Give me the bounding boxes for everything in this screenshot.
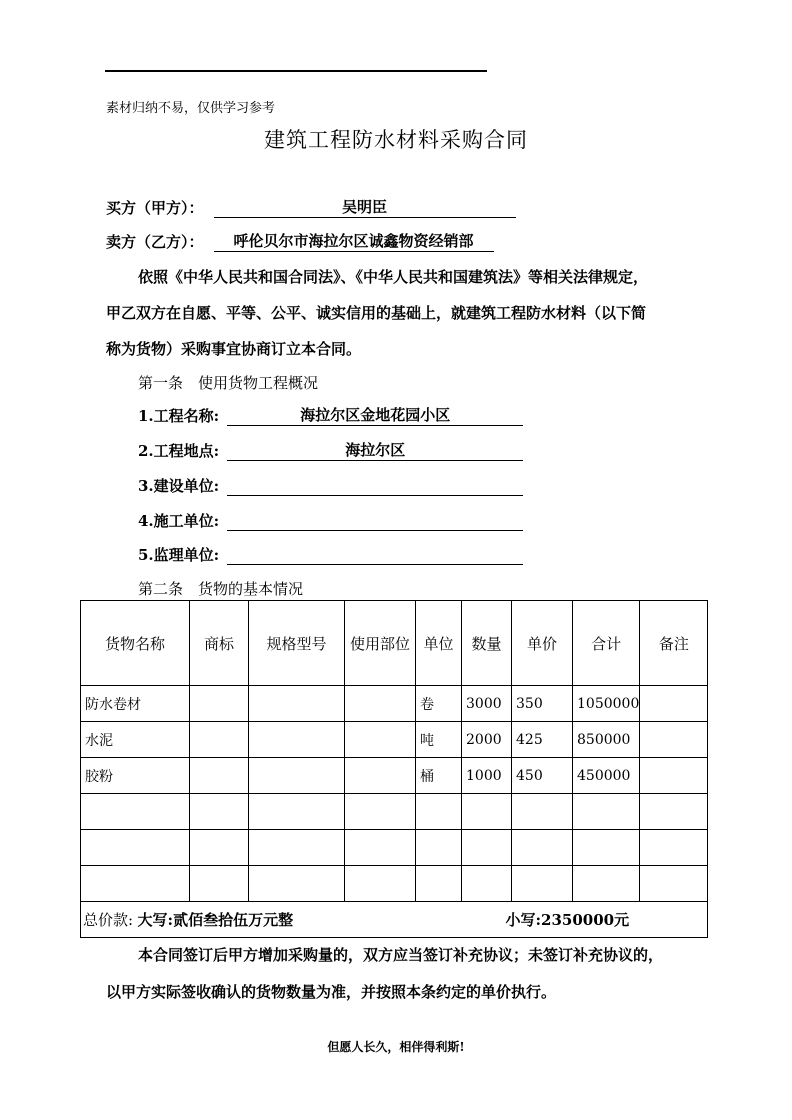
project-item-5: [138, 544, 523, 565]
seller-label: 卖方（乙方）：: [106, 233, 204, 251]
document-title: 建筑工程防水材料采购合同: [264, 128, 528, 152]
header-cell: 规格型号: [249, 601, 345, 686]
table-cell: 1050000: [573, 686, 640, 722]
header-cell: 备注: [640, 601, 708, 686]
article-1-title: 第一条 使用货物工程概况: [138, 374, 319, 392]
table-cell: [416, 794, 462, 830]
project-item-value: [227, 544, 523, 565]
header-cell: 数量: [462, 601, 512, 686]
table-cell: 卷: [416, 686, 462, 722]
table-cell: 450000: [573, 758, 640, 794]
buyer-line: [106, 197, 516, 218]
intro-line-2: 甲乙双方在自愿、平等、公平、诚实信用的基础上，就建筑工程防水材料（以下简: [106, 304, 647, 322]
header-cell: 单位: [416, 601, 462, 686]
project-item-2: [138, 440, 523, 461]
project-item-1: [138, 405, 523, 426]
table-cell: [640, 758, 708, 794]
header-cell: 商标: [190, 601, 249, 686]
table-row: [81, 866, 708, 902]
table-cell: [249, 794, 345, 830]
total-lower-label: 小写:: [505, 911, 542, 929]
table-cell: [462, 794, 512, 830]
buyer-value: 吴明臣: [214, 197, 516, 218]
table-cell: 1000: [462, 758, 512, 794]
clause-line-1: 本合同签订后甲方增加采购量的，双方应当签订补充协议；未签订补充协议的，: [138, 946, 664, 964]
table-cell: [573, 830, 640, 866]
table-cell: [345, 758, 416, 794]
table-cell: [512, 794, 573, 830]
header-cell: 单价: [512, 601, 573, 686]
total-cell: [81, 902, 708, 938]
table-row: [81, 758, 708, 794]
table-cell: 850000: [573, 722, 640, 758]
total-row: [81, 902, 708, 938]
table-cell: [345, 686, 416, 722]
source-note: 素材归纳不易，仅供学习参考: [106, 101, 276, 116]
table-cell: [512, 830, 573, 866]
table-cell: [190, 686, 249, 722]
article-2-title: 第二条 货物的基本情况: [138, 580, 304, 598]
intro-line-1: 依照《中华人民共和国合同法》、《中华人民共和国建筑法》等相关法律规定，: [138, 268, 649, 286]
header-cell: 使用部位: [345, 601, 416, 686]
total-label: 总价款:: [83, 911, 134, 929]
table-cell: [249, 758, 345, 794]
header-cell: 货物名称: [81, 601, 190, 686]
table-row: [81, 830, 708, 866]
table-cell: [190, 794, 249, 830]
table-cell: [640, 830, 708, 866]
intro-line-3: 称为货物）采购事宜协商订立本合同。: [106, 340, 362, 358]
clause-line-2: 以甲方实际签收确认的货物数量为准，并按照本条约定的单价执行。: [106, 983, 557, 1001]
project-item-value: 海拉尔区金地花园小区: [227, 405, 523, 426]
table-cell: 3000: [462, 686, 512, 722]
table-cell: [249, 830, 345, 866]
table-cell: [81, 866, 190, 902]
table-cell: [345, 794, 416, 830]
table-cell: 425: [512, 722, 573, 758]
seller-value: 呼伦贝尔市海拉尔区诚鑫物资经销部: [214, 231, 494, 252]
total-upper-label: 大写:: [137, 911, 174, 929]
table-cell: [462, 866, 512, 902]
table-cell: 桶: [416, 758, 462, 794]
table-row: [81, 686, 708, 722]
table-cell: [249, 722, 345, 758]
project-item-label: 2.工程地点:: [138, 442, 220, 460]
table-cell: [573, 866, 640, 902]
project-item-value: [227, 475, 523, 496]
project-item-value: 海拉尔区: [227, 440, 523, 461]
project-item-label: 5.监理单位:: [138, 546, 220, 564]
table-cell: 水泥: [81, 722, 190, 758]
total-upper-value: 贰佰叁拾伍万元整: [173, 911, 294, 929]
buyer-label: 买方（甲方）：: [106, 199, 204, 217]
table-cell: [512, 866, 573, 902]
project-item-label: 3.建设单位:: [138, 477, 220, 495]
table-cell: 350: [512, 686, 573, 722]
total-lower-value: 2350000元: [541, 911, 630, 929]
table-row: [81, 794, 708, 830]
table-header-row: [81, 601, 708, 686]
table-cell: 2000: [462, 722, 512, 758]
table-cell: [190, 830, 249, 866]
project-item-4: [138, 510, 523, 531]
table-cell: 胶粉: [81, 758, 190, 794]
table-cell: [462, 830, 512, 866]
table-cell: [345, 722, 416, 758]
table-cell: [190, 758, 249, 794]
top-rule: [105, 70, 487, 72]
table-row: [81, 722, 708, 758]
project-item-3: [138, 475, 523, 496]
table-cell: [573, 794, 640, 830]
total-lower: [506, 909, 630, 930]
table-cell: [345, 866, 416, 902]
table-cell: [81, 830, 190, 866]
project-item-label: 4.施工单位:: [138, 512, 220, 530]
table-cell: [640, 686, 708, 722]
table-cell: [345, 830, 416, 866]
header-cell: 合计: [573, 601, 640, 686]
table-cell: [81, 794, 190, 830]
table-cell: [190, 722, 249, 758]
table-cell: [249, 686, 345, 722]
project-item-value: [227, 510, 523, 531]
table-cell: [640, 794, 708, 830]
table-cell: [416, 830, 462, 866]
footer-text: 但愿人长久，相伴得利斯!: [327, 1040, 465, 1054]
table-cell: [416, 866, 462, 902]
seller-line: [106, 231, 494, 252]
table-cell: [640, 722, 708, 758]
goods-table: [80, 600, 708, 938]
table-cell: [190, 866, 249, 902]
table-cell: [640, 866, 708, 902]
table-cell: 吨: [416, 722, 462, 758]
table-cell: 450: [512, 758, 573, 794]
table-cell: [249, 866, 345, 902]
table-cell: 防水卷材: [81, 686, 190, 722]
project-item-label: 1.工程名称:: [138, 407, 220, 425]
